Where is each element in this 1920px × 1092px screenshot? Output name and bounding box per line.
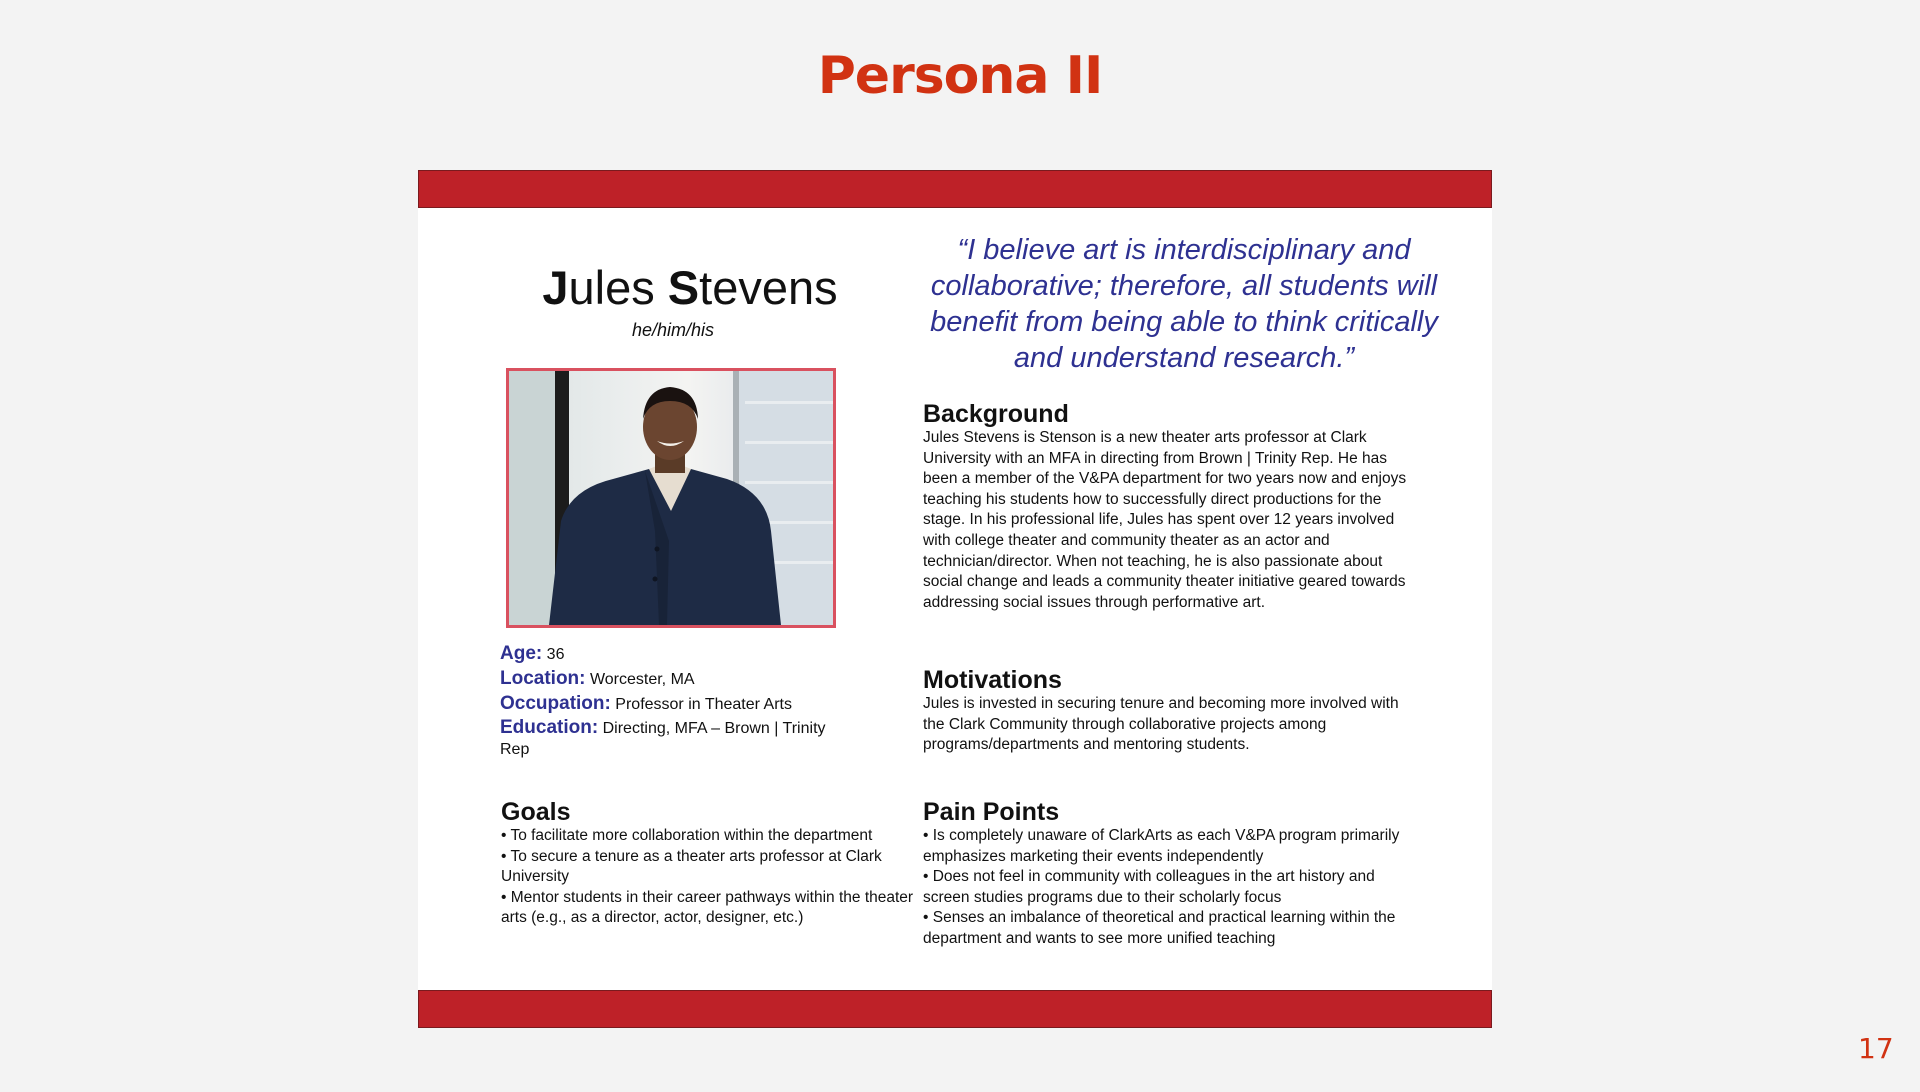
persona-pronouns: he/him/his <box>632 320 715 340</box>
card-bottom-band <box>418 990 1492 1028</box>
fact-education <box>500 717 830 760</box>
fact-label: Occupation: <box>500 693 611 714</box>
name-last-rest: tevens <box>699 261 838 314</box>
persona-facts <box>500 642 830 760</box>
fact-label: Location: <box>500 668 586 689</box>
pain-points-list <box>923 826 1423 950</box>
card-top-band <box>418 170 1492 208</box>
motivations-text: Jules is invested in securing tenure and becoming more involved with the Clark Community through collaborative projects among programs/departments and mentoring students. <box>923 695 1399 754</box>
goals-list <box>501 826 921 929</box>
pain-points-section <box>923 798 1423 950</box>
fact-value: 36 <box>542 646 565 663</box>
list-item: • Is completely unaware of ClarkArts as each V&PA program primarily emphasizes marketing their events independently <box>923 827 1400 865</box>
fact-value: Professor in Theater Arts <box>610 696 792 713</box>
list-item: • Does not feel in community with colleagues in the art history and screen studies programs due to their scholarly focus <box>923 868 1375 906</box>
fact-value: Directing, MFA – Brown | Trinity Rep <box>500 720 826 758</box>
background-section <box>923 400 1423 613</box>
motivations-section <box>923 666 1423 756</box>
goals-section <box>501 798 921 929</box>
goals-heading: Goals <box>501 798 571 826</box>
fact-label: Education: <box>500 717 599 738</box>
slide-title: Persona II <box>817 46 1103 106</box>
persona-quote: “I believe art is interdisciplinary and collaborative; therefore, all students will benefit from being able to think critically and understand research.” <box>930 234 1438 374</box>
persona-photo <box>506 368 836 628</box>
list-item: • Senses an imbalance of theoretical and practical learning within the department and wants to see more unified teaching <box>923 909 1396 947</box>
name-first-initial: J <box>542 261 569 314</box>
background-text: Jules Stevens is Stenson is a new theater arts professor at Clark University with an MFA in directing from Brown | Trinity Rep. He has been a member of the V&PA department for two years now and enjoys teaching his students how to successfully direct productions for the stage. In his professional life, Jules has spent over 12 years involved with college theater and community theater as an actor and technician/director. When not teaching, he is also passionate about social change and leads a community theater initiative geared towards addressing social issues through performative art. <box>923 429 1407 611</box>
page-number: 17 <box>1858 1032 1894 1065</box>
name-last-initial: S <box>667 261 700 314</box>
persona-name <box>478 260 902 315</box>
fact-occupation <box>500 692 830 717</box>
fact-location <box>500 667 830 692</box>
list-item: • Mentor students in their career pathways within the theater arts (e.g., as a director, actor, designer, etc.) <box>501 888 914 927</box>
fact-label: Age: <box>500 643 543 664</box>
fact-age <box>500 642 830 667</box>
pain-points-heading: Pain Points <box>923 798 1060 826</box>
background-heading: Background <box>923 400 1069 428</box>
motivations-heading: Motivations <box>923 666 1062 694</box>
fact-value: Worcester, MA <box>585 671 695 688</box>
name-first-rest: ules <box>568 261 668 314</box>
persona-card <box>418 170 1492 1028</box>
list-item: • To facilitate more collaboration within the department <box>501 827 873 844</box>
list-item: • To secure a tenure as a theater arts professor at Clark University <box>501 847 882 886</box>
